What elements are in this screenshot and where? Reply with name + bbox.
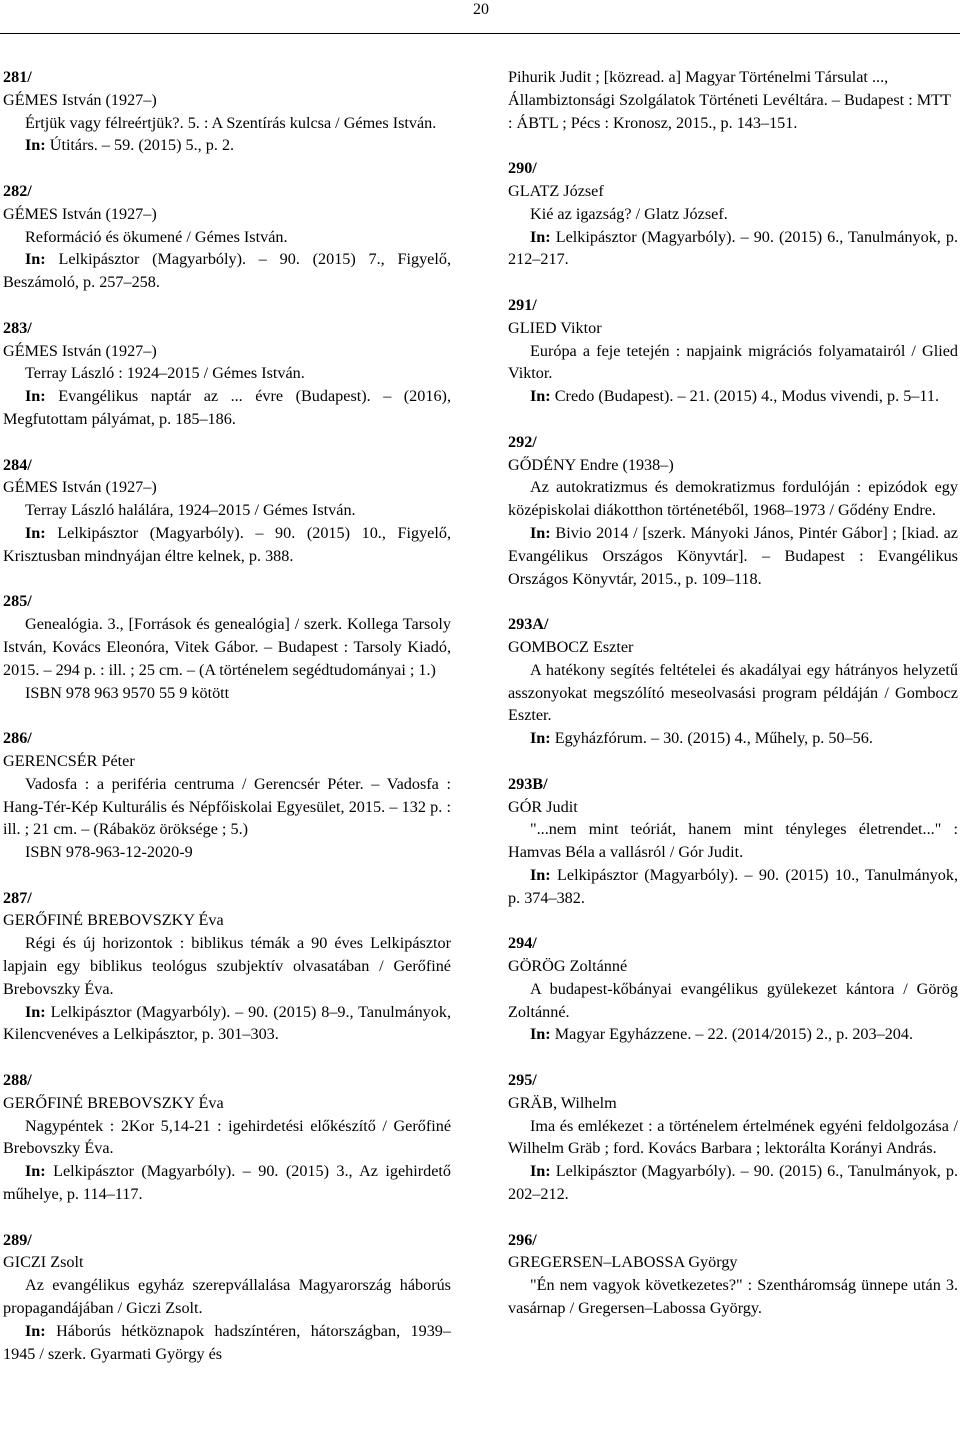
- bib-entry: [508, 431, 958, 591]
- entry-title: Régi és új horizontok : biblikus témák a 90 éves Lelkipásztor lapjain egy biblikus teológus szubjektív olvasatában / Gerőfiné Brebovszky Éva.: [3, 934, 451, 998]
- bib-entry: [508, 932, 958, 1046]
- entry-number: 284/: [3, 455, 32, 474]
- entry-source: In: Háborús hétköznapok hadszíntéren, hátországban, 1939–1945 / szerk. Gyarmati György és: [3, 1321, 451, 1363]
- entry-number: 281/: [3, 68, 32, 86]
- in-label: In:: [25, 523, 46, 542]
- bib-entry: [3, 887, 451, 1047]
- entry-author: GÉMES István (1927–): [3, 478, 157, 497]
- in-label: In:: [530, 1162, 551, 1181]
- entry-title: "...nem mint teóriát, hanem mint tényleges életrendet..." : Hamvas Béla a vallásról / Gór Judit.: [508, 820, 958, 862]
- left-column: [3, 66, 451, 1388]
- entry-title: Kié az igazság? / Glatz József.: [530, 204, 728, 223]
- entry-author: GOMBOCZ Eszter: [508, 637, 634, 656]
- bib-entry: [3, 180, 451, 294]
- entry-source: In: Lelkipásztor (Magyarbóly). – 90. (2015) 3., Az igehirdető műhelye, p. 114–117.: [3, 1162, 451, 1204]
- in-label: In:: [25, 1002, 46, 1021]
- entry-author: GÉMES István (1927–): [3, 341, 157, 360]
- entry-isbn: ISBN 978 963 9570 55 9 kötött: [25, 683, 230, 702]
- header-rule: [0, 33, 960, 34]
- bib-entry: [3, 317, 451, 431]
- entry-author: GRÄB, Wilhelm: [508, 1093, 617, 1112]
- in-label: In:: [530, 387, 551, 406]
- entry-source: In: Evangélikus naptár az ... évre (Budapest). – (2016), Megfutottam pályámat, p. 185–186.: [3, 387, 451, 428]
- entry-title: Értjük vagy félreértjük?. 5. : A Szentírás kulcsa / Gémes István.: [25, 113, 437, 132]
- entry-number: 286/: [3, 729, 32, 748]
- entry-number: 296/: [508, 1230, 537, 1249]
- entry-source: In: Lelkipásztor (Magyarbóly). – 90. (2015) 6., Tanulmányok, p. 212–217.: [508, 227, 958, 269]
- entry-author: GLIED Viktor: [508, 318, 602, 337]
- entry-title: Genealógia. 3., [Források és genealógia] / szerk. Kollega Tarsoly István, Kovács Eleonóra, Vitek Gábor. – Budapest : Tarsoly Kiadó, 2015. – 294 p. : ill. ; 25 cm. – (A történelem segédtudományai ; 1.): [3, 615, 451, 679]
- entry-number: 290/: [508, 159, 537, 178]
- bib-entry: [508, 1229, 958, 1320]
- entry-number: 293B/: [508, 774, 548, 793]
- in-label: In:: [530, 729, 551, 748]
- in-label: In:: [25, 1321, 46, 1340]
- in-label: In:: [25, 1162, 46, 1181]
- bib-entry: [508, 157, 958, 271]
- bib-entry: [508, 294, 958, 408]
- entry-source: In: Magyar Egyházzene. – 22. (2014/2015) 2., p. 203–204.: [530, 1025, 914, 1044]
- entry-number: 288/: [3, 1071, 32, 1090]
- entry-number: 287/: [3, 888, 32, 907]
- right-column: [508, 66, 958, 1343]
- in-label: In:: [25, 250, 46, 269]
- entry-title: Európa a feje tetején : napjaink migrációs folyamatairól / Glied Viktor.: [508, 341, 958, 383]
- in-label: In:: [530, 865, 551, 884]
- in-label: In:: [530, 227, 551, 246]
- entry-author: GERŐFINÉ BREBOVSZKY Éva: [3, 1093, 224, 1112]
- bib-entry: [3, 66, 451, 157]
- entry-number: 293A/: [508, 615, 549, 634]
- entry-source: In: Credo (Budapest). – 21. (2015) 4., Modus vivendi, p. 5–11.: [530, 387, 940, 406]
- entry-title: Nagypéntek : 2Kor 5,14-21 : igehirdetési előkészítő / Gerőfiné Brebovszky Éva.: [3, 1116, 451, 1158]
- page-number: 20: [473, 1, 489, 18]
- entry-source: In: Lelkipásztor (Magyarbóly). – 90. (2015) 10., Figyelő, Krisztusban mindnyájan éltre kelnek, p. 388.: [3, 523, 451, 565]
- entry-source: In: Egyházfórum. – 30. (2015) 4., Műhely, p. 50–56.: [530, 729, 873, 748]
- bib-entry: [3, 590, 451, 704]
- entry-number: 283/: [3, 318, 32, 337]
- bib-entry: [3, 454, 451, 568]
- entry-continuation: Pihurik Judit ; [közread. a] Magyar Történelmi Társulat ..., Állambiztonsági Szolgálatok Történeti Levéltára. – Budapest : MTT : ÁBTL ; Pécs : Kronosz, 2015., p. 143–151.: [508, 68, 951, 132]
- entry-author: GÖRÖG Zoltánné: [508, 957, 628, 976]
- entry-author: GLATZ József: [508, 181, 604, 200]
- entry-title: "Én nem vagyok következetes?" : Szentháromság ünnepe után 3. vasárnap / Gregersen–Labossa György.: [508, 1276, 958, 1318]
- entry-source: In: Lelkipásztor (Magyarbóly). – 90. (2015) 8–9., Tanulmányok, Kilencvenéves a Lelkipásztor, p. 301–303.: [3, 1002, 451, 1044]
- entry-source: In: Útitárs. – 59. (2015) 5., p. 2.: [25, 136, 235, 155]
- entry-title: A hatékony segítés feltételei és akadályai egy hátrányos helyzetű asszonyokat megszólító meseolvasási program példáján / Gombocz Eszter.: [508, 660, 958, 725]
- entry-author: GŐDÉNY Endre (1938–): [508, 455, 674, 474]
- bib-entry: [3, 1229, 451, 1366]
- entry-isbn: ISBN 978-963-12-2020-9: [25, 843, 193, 862]
- entry-number: 282/: [3, 181, 32, 200]
- entry-author: GERŐFINÉ BREBOVSZKY Éva: [3, 911, 224, 930]
- entry-number: 292/: [508, 432, 537, 451]
- bib-entry: [508, 1069, 958, 1206]
- entry-title: Az evangélikus egyház szerepvállalása Magyarország háborús propagandájában / Giczi Zsolt.: [3, 1276, 451, 1318]
- entry-title: Terray László halálára, 1924–2015 / Gémes István.: [25, 501, 356, 520]
- entry-number: 294/: [508, 934, 537, 953]
- in-label: In:: [530, 523, 551, 542]
- entry-title: Vadosfa : a periféria centruma / Gerencsér Péter. – Vadosfa : Hang-Tér-Kép Kulturális és Népfőiskolai Egyesület, 2015. – 132 p. : ill. ; 21 cm. – (Rábaköz öröksége ; 5.): [3, 774, 451, 839]
- in-label: In:: [25, 387, 46, 406]
- entry-source: In: Lelkipásztor (Magyarbóly). – 90. (2015) 7., Figyelő, Beszámoló, p. 257–258.: [3, 250, 451, 292]
- bib-entry: [3, 1069, 451, 1206]
- bib-entry: [508, 66, 958, 134]
- entry-author: GÉMES István (1927–): [3, 204, 157, 223]
- entry-source: In: Lelkipásztor (Magyarbóly). – 90. (2015) 10., Tanulmányok, p. 374–382.: [508, 865, 958, 907]
- entry-title: Ima és emlékezet : a történelem értelmének egyéni feldolgozása / Wilhelm Gräb ; ford. Kovács Barbara ; lektorálta Korányi András.: [508, 1116, 958, 1158]
- entry-title: Reformáció és ökumené / Gémes István.: [25, 227, 288, 246]
- entry-author: GICZI Zsolt: [3, 1253, 84, 1272]
- entry-source: In: Bivio 2014 / [szerk. Mányoki János, Pintér Gábor] ; [kiad. az Evangélikus Országos Könyvtár]. – Budapest : Evangélikus Országos Könyvtár, 2015., p. 109–118.: [508, 523, 958, 588]
- entry-title: A budapest-kőbányai evangélikus gyülekezet kántora / Görög Zoltánné.: [508, 979, 958, 1021]
- entry-source: In: Lelkipásztor (Magyarbóly). – 90. (2015) 6., Tanulmányok, p. 202–212.: [508, 1162, 958, 1204]
- bib-entry: [3, 727, 451, 864]
- entry-author: GÓR Judit: [508, 797, 578, 816]
- entry-author: GREGERSEN–LABOSSA György: [508, 1253, 738, 1272]
- entry-number: 289/: [3, 1230, 32, 1249]
- entry-number: 291/: [508, 295, 537, 314]
- in-label: In:: [530, 1025, 551, 1044]
- entry-author: GÉMES István (1927–): [3, 90, 157, 109]
- in-label: In:: [25, 136, 46, 155]
- entry-number: 295/: [508, 1071, 537, 1090]
- entry-title: Az autokratizmus és demokratizmus fordulóján : epizódok egy középiskolai diákotthon történetéből, 1968–1973 / Gődény Endre.: [508, 478, 958, 520]
- entry-number: 285/: [3, 592, 32, 611]
- bib-entry: [508, 773, 958, 910]
- entry-title: Terray László : 1924–2015 / Gémes István.: [25, 364, 305, 383]
- bib-entry: [508, 613, 958, 750]
- entry-author: GERENCSÉR Péter: [3, 751, 135, 770]
